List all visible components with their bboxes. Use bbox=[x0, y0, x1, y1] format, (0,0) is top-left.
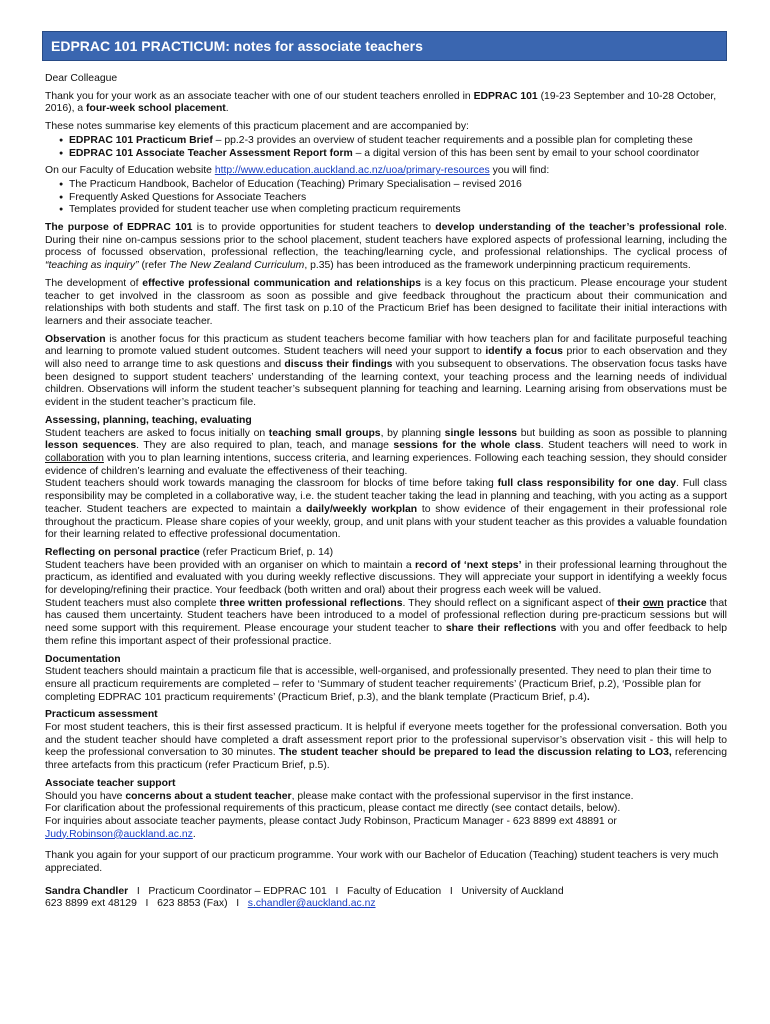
list-item: ● Frequently Asked Questions for Associate Teachers bbox=[59, 192, 727, 205]
website-lead: On our Faculty of Education website http://www.education.auckland.ac.nz/uoa/primary-resources you will find: bbox=[45, 165, 550, 177]
observation-paragraph: Observation is another focus for this practicum as student teachers become familiar with how teachers plan for and facilitate purposeful teaching and learning to promote valued student outcomes. Student teachers will need your support to identify a focus prior to each observation and they will also need to arrange time to ask questions and discuss their findings with you subsequent to observations. The observation focus tasks have been designed to support student teachers’ understanding of the learning context, your teaching process and the learning needs of individual children. Observations will inform the student teacher’s subsequent planning for teaching and learning. Learning arising from observations must be evident in the student teacher’s practicum file. bbox=[45, 333, 727, 409]
page-title: EDPRAC 101 PRACTICUM: notes for associate teachers bbox=[42, 31, 727, 61]
greeting: Dear Colleague bbox=[45, 73, 118, 84]
development-paragraph: The development of effective professional communication and relationships is a key focus on this practicum. Please encourage your student teacher to get involved in the classroom as soon as possible and give feedback throughout the practicum about their communication and relationships with both students and staff. The first task on p.10 of the Practicum Brief has been designed to facilitate their initial interactions with learners and their associate teacher. bbox=[45, 277, 728, 327]
assessment-paragraph: For most student teachers, this is their first assessed practicum. It is helpful if everyone meets together for the professional conversation. Both you and the student teacher should have completed a draft assessment report prior to the professional supervisor’s observation visit - this will help to keep the professional conversation to 30 minutes. The student teacher should be prepared to lead the discussion relating to LO3, referencing three artefacts from this practicum (refer Practicum Brief, p.5). bbox=[45, 722, 727, 772]
website-link[interactable]: http://www.education.auckland.ac.nz/uoa/primary-resources bbox=[214, 165, 490, 177]
reflecting-heading: Reflecting on personal practice (refer Practicum Brief, p. 14) bbox=[45, 546, 334, 558]
assessing-heading: Assessing, planning, teaching, evaluating bbox=[45, 414, 252, 426]
support-heading: Associate teacher support bbox=[45, 777, 176, 789]
documentation-heading: Documentation bbox=[45, 653, 121, 665]
reflecting-paragraph-1: Student teachers have been provided with an organiser on which to maintain a record of ‘next steps’ in their professional learning throughout the practicum, as identified and evaluated with you during weekly reflective discussions. They will appreciate your support in identifying a weekly focus for developing/refining their practice. Your feedback (both written and oral) about their progress each week will be valued. bbox=[45, 559, 728, 597]
document-page bbox=[45, 31, 727, 911]
purpose-paragraph: The purpose of EDPRAC 101 is to provide opportunities for student teachers to develop understanding of the teacher’s professional role. During their nine on-campus sessions prior to the school placement, student teachers have explored aspects of professional learning, including the process of focussed observation, professional reflection, the teaching/learning cycle, and professional relationships. The cyclical process of “teaching as inquiry” (refer The New Zealand Curriculum, p.35) has been introduced as the framework underpinning practicum requirements. bbox=[45, 222, 728, 272]
list-item: ● EDPRAC 101 Practicum Brief – pp.2-3 provides an overview of student teacher requirements and a possible plan for completing these bbox=[59, 135, 727, 148]
list-item: ● The Practicum Handbook, Bachelor of Education (Teaching) Primary Specialisation – revised 2016 bbox=[59, 179, 727, 192]
notes-list bbox=[45, 135, 727, 160]
documentation-paragraph: Student teachers should maintain a practicum file that is accessible, well-organised, and professionally presented. They need to plan their time to ensure all practicum requirements are completed – refer to ‘Summary of student teacher requirements’ (Practicum Brief, p.2), ‘Possible plan for completing EDPRAC 101 practicum requirements’ (Practicum Brief, p.3), and the blank template (Practicum Brief, p.4). bbox=[45, 666, 712, 703]
judy-email-link[interactable]: Judy.Robinson@auckland.ac.nz bbox=[45, 828, 193, 840]
website-list bbox=[45, 179, 727, 217]
assessing-paragraph-1: Student teachers are asked to focus initially on teaching small groups, by planning single lessons but building as soon as possible to planning lesson sequences. They are also required to plan, teach, and manage sessions for the whole class. Student teachers will need to work in collaboration with you to plan learning intentions, success criteria, and learning experiences. Following each teaching session, they should consider evidence of children’s learning and evaluate the effectiveness of their teaching. bbox=[45, 427, 728, 477]
assessment-heading: Practicum assessment bbox=[45, 709, 158, 721]
signature-block bbox=[45, 886, 727, 911]
thanks-paragraph: Thank you again for your support of our practicum programme. Your work with our Bachelor of Education (Teaching) student teachers is very much appreciated. bbox=[45, 850, 719, 875]
intro-paragraph: Thank you for your work as an associate teacher with one of our student teachers enrolled in EDPRAC 101 (19-23 September and 10-28 October, 2016), a four-week school placement. bbox=[45, 90, 717, 115]
support-line-2: For clarification about the professional requirements of this practicum, please contact me directly (see contact details, below). bbox=[45, 803, 621, 815]
signature-line-1: Sandra Chandler I Practicum Coordinator – EDPRAC 101 I Faculty of Education I University of Auckland bbox=[45, 885, 564, 897]
notes-lead: These notes summarise key elements of this practicum placement and are accompanied by: bbox=[45, 121, 469, 133]
support-line-1: Should you have concerns about a student teacher, please make contact with the professional supervisor in the first instance. bbox=[45, 790, 634, 802]
reflecting-paragraph-2: Student teachers must also complete three written professional reflections. They should reflect on a significant aspect of their own practice that has caused them uncertainty. Student teachers have been introduced to a model of professional reflection during pre-practicum sessions but will need some support with this requirement. Please encourage your student teacher to share their reflections with you and offer feedback to help them refine this important aspect of their professional practice. bbox=[45, 597, 727, 647]
signature-line-2: 623 8899 ext 48129 I 623 8853 (Fax) I s.chandler@auckland.ac.nz bbox=[45, 898, 376, 910]
list-item: ● Templates provided for student teacher use when completing practicum requirements bbox=[59, 204, 727, 217]
assessing-paragraph-2: Student teachers should work towards managing the classroom for blocks of time before taking full class responsibility for one day. Full class responsibility may be completed in a collaborative way, i.e. the student teacher taking the lead in planning and teaching, with you acting as a support teacher. Student teachers are expected to maintain a daily/weekly workplan to show evidence of their engagement in their professional role throughout the practicum. Please share copies of your weekly, group, and unit plans with your student teacher as this provides a valuable foundation for their learning related to effective professional documentation. bbox=[45, 478, 727, 541]
support-line-3: For inquiries about associate teacher payments, please contact Judy Robinson, Practicum Manager - 623 8899 ext 48891 or Judy.Robinson@auckland.ac.nz. bbox=[45, 815, 617, 840]
list-item: ● EDPRAC 101 Associate Teacher Assessment Report form – a digital version of this has been sent by email to your school coordinator bbox=[59, 148, 727, 161]
chandler-email-link[interactable]: s.chandler@auckland.ac.nz bbox=[247, 898, 376, 910]
